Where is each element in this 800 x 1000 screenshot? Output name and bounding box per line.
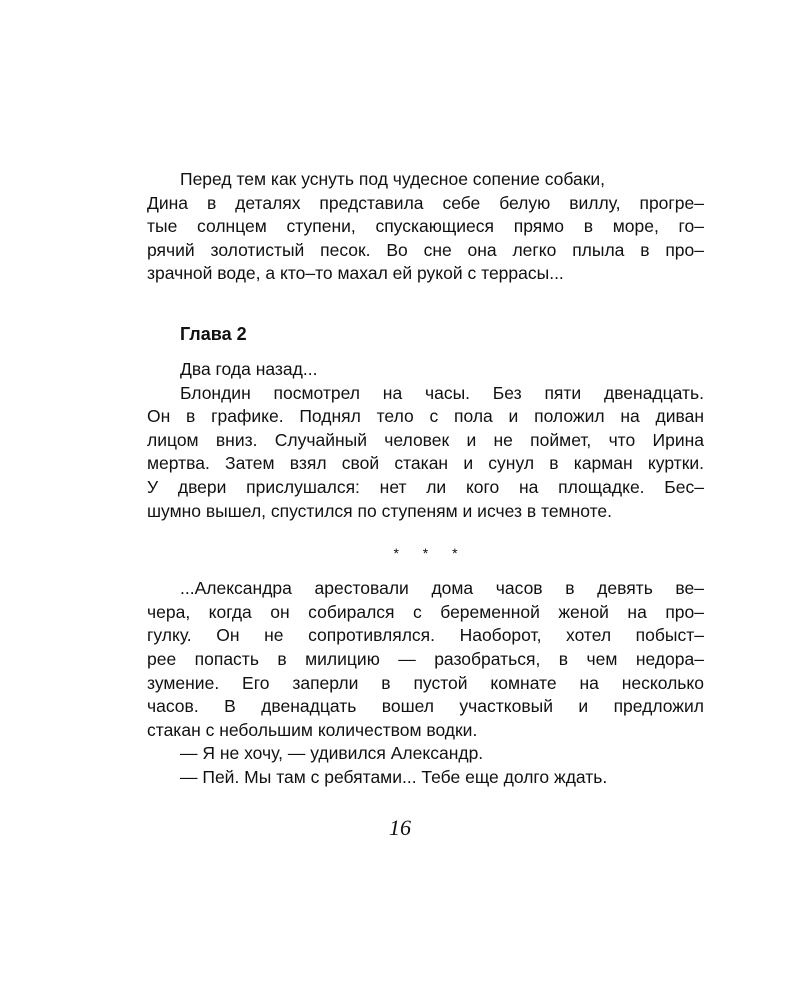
text-line: гулку. Он не сопротивлялся. Наоборот, хотел побыст–	[147, 625, 704, 646]
text-line: тые солнцем ступени, спускающиеся прямо в море, го–	[147, 216, 704, 237]
intro-paragraph	[147, 168, 704, 286]
text-line: зумение. Его заперли в пустой комнате на несколько	[147, 672, 704, 693]
text-line: Два года назад...	[180, 358, 318, 379]
page-body	[147, 168, 704, 789]
text-line: чера, когда он собирался с беременной женой на про–	[147, 601, 704, 622]
section-divider: * * *	[393, 545, 468, 562]
text-line: мертва. Затем взял свой стакан и сунул в карман куртки.	[147, 453, 704, 474]
chapter-paragraph	[147, 382, 704, 524]
text-line: часов. В двенадцать вошел участковый и предложил	[147, 696, 704, 717]
text-line: Перед тем как уснуть под чудесное сопение собаки,	[180, 169, 606, 189]
text-line: ...Александра арестовали дома часов в девять ве–	[180, 578, 704, 599]
text-line: Блондин посмотрел на часы. Без пяти двенадцать.	[180, 382, 704, 403]
text-line: лицом вниз. Случайный человек и не поймет, что Ирина	[147, 429, 704, 450]
text-line: Он в графике. Поднял тело с пола и положил на диван	[147, 406, 704, 427]
text-line: зрачной воде, а кто–то махал ей рукой с террасы...	[147, 263, 564, 284]
text-line: У двери прислушался: нет ли кого на площадке. Бес–	[147, 476, 704, 497]
chapter-heading: Глава 2	[180, 323, 247, 344]
chapter-lead	[147, 358, 704, 382]
dialogue-line: — Я не хочу, — удивился Александр.	[180, 743, 484, 764]
text-line: рячий золотистый песок. Во сне она легко плыла в про–	[147, 239, 704, 260]
section-paragraph	[147, 577, 704, 742]
text-line: рее попасть в милицию — разобраться, в чем недора–	[147, 648, 704, 669]
text-line: Дина в деталях представила себе белую виллу, прогре–	[147, 192, 704, 213]
text-line: шумно вышел, спустился по ступеням и исчез в темноте.	[147, 500, 613, 521]
page-number: 16	[389, 815, 411, 840]
dialogue	[147, 742, 704, 789]
text-line: стакан с небольшим количеством водки.	[147, 719, 478, 740]
dialogue-line: — Пей. Мы там с ребятами... Тебе еще долго ждать.	[180, 766, 608, 787]
